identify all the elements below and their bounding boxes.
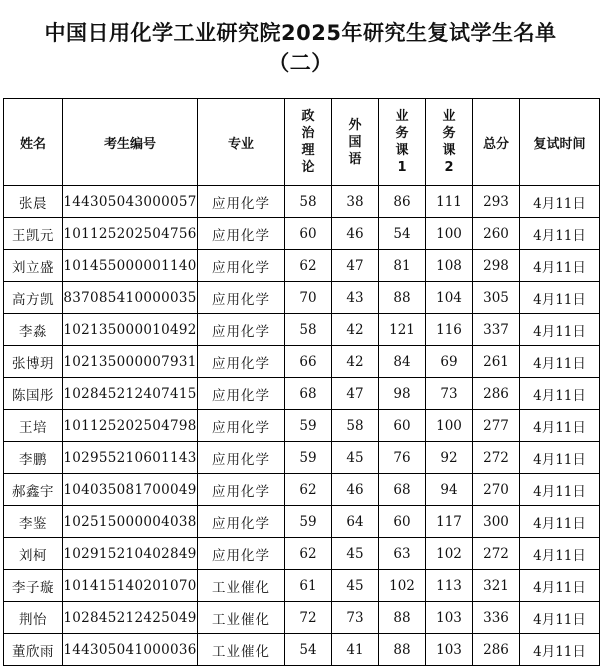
cell-major: 应用化学 [198, 250, 285, 282]
cell-date: 4月11日 [520, 346, 600, 378]
cell-total: 293 [473, 186, 520, 218]
cell-politics: 58 [285, 314, 332, 346]
cell-course2: 100 [426, 410, 473, 442]
cell-course1: 88 [379, 602, 426, 634]
cell-major: 工业催化 [198, 602, 285, 634]
cell-name: 董欣雨 [4, 634, 63, 666]
table-row [4, 186, 600, 218]
student-roster-table [3, 98, 600, 666]
cell-total: 270 [473, 474, 520, 506]
table-row [4, 346, 600, 378]
cell-name: 王培 [4, 410, 63, 442]
cell-politics: 62 [285, 474, 332, 506]
cell-date: 4月11日 [520, 314, 600, 346]
cell-foreign: 38 [332, 186, 379, 218]
cell-id: 101455000001140 [63, 250, 198, 282]
cell-date: 4月11日 [520, 474, 600, 506]
header-name: 姓名 [4, 99, 63, 186]
cell-course2: 92 [426, 442, 473, 474]
cell-course1: 60 [379, 506, 426, 538]
cell-date: 4月11日 [520, 186, 600, 218]
cell-id: 837085410000035 [63, 282, 198, 314]
header-row [4, 99, 600, 186]
cell-course1: 88 [379, 282, 426, 314]
cell-course2: 103 [426, 634, 473, 666]
cell-name: 郝鑫宇 [4, 474, 63, 506]
cell-name: 张博玥 [4, 346, 63, 378]
cell-foreign: 43 [332, 282, 379, 314]
cell-foreign: 45 [332, 538, 379, 570]
cell-politics: 59 [285, 410, 332, 442]
cell-id: 104035081700049 [63, 474, 198, 506]
cell-course2: 111 [426, 186, 473, 218]
table-row [4, 602, 600, 634]
header-major: 专业 [198, 99, 285, 186]
table-row [4, 506, 600, 538]
cell-id: 102955210601143 [63, 442, 198, 474]
table-row [4, 250, 600, 282]
cell-name: 李淼 [4, 314, 63, 346]
header-total: 总分 [473, 99, 520, 186]
cell-politics: 62 [285, 538, 332, 570]
cell-foreign: 45 [332, 570, 379, 602]
cell-total: 261 [473, 346, 520, 378]
cell-name: 刘柯 [4, 538, 63, 570]
cell-id: 102135000007931 [63, 346, 198, 378]
cell-id: 102845212407415 [63, 378, 198, 410]
cell-course1: 76 [379, 442, 426, 474]
cell-foreign: 46 [332, 218, 379, 250]
cell-id: 101125202504756 [63, 218, 198, 250]
cell-course2: 94 [426, 474, 473, 506]
cell-major: 应用化学 [198, 410, 285, 442]
cell-name: 高方凯 [4, 282, 63, 314]
cell-politics: 70 [285, 282, 332, 314]
cell-total: 321 [473, 570, 520, 602]
table-row [4, 218, 600, 250]
cell-total: 286 [473, 634, 520, 666]
cell-total: 337 [473, 314, 520, 346]
cell-date: 4月11日 [520, 282, 600, 314]
cell-major: 工业催化 [198, 570, 285, 602]
cell-course1: 81 [379, 250, 426, 282]
table-row [4, 410, 600, 442]
cell-date: 4月11日 [520, 634, 600, 666]
title-line-2: （二） [268, 51, 333, 75]
cell-course1: 121 [379, 314, 426, 346]
title-line-1: 中国日用化学工业研究院2025年研究生复试学生名单 [44, 21, 557, 45]
cell-course1: 98 [379, 378, 426, 410]
cell-major: 应用化学 [198, 186, 285, 218]
cell-id: 102515000004038 [63, 506, 198, 538]
cell-foreign: 64 [332, 506, 379, 538]
cell-id: 144305043000057 [63, 186, 198, 218]
cell-total: 272 [473, 538, 520, 570]
cell-major: 应用化学 [198, 282, 285, 314]
cell-date: 4月11日 [520, 442, 600, 474]
cell-foreign: 47 [332, 250, 379, 282]
table-row [4, 314, 600, 346]
cell-course1: 84 [379, 346, 426, 378]
cell-course2: 102 [426, 538, 473, 570]
header-course2 [426, 99, 473, 186]
header-course1 [379, 99, 426, 186]
cell-date: 4月11日 [520, 410, 600, 442]
cell-major: 应用化学 [198, 474, 285, 506]
cell-total: 286 [473, 378, 520, 410]
cell-total: 277 [473, 410, 520, 442]
cell-name: 李鉴 [4, 506, 63, 538]
cell-id: 144305041000036 [63, 634, 198, 666]
cell-foreign: 58 [332, 410, 379, 442]
cell-foreign: 41 [332, 634, 379, 666]
cell-course1: 63 [379, 538, 426, 570]
cell-politics: 61 [285, 570, 332, 602]
cell-course2: 100 [426, 218, 473, 250]
cell-politics: 54 [285, 634, 332, 666]
cell-course2: 108 [426, 250, 473, 282]
cell-total: 260 [473, 218, 520, 250]
header-id: 考生编号 [63, 99, 198, 186]
cell-foreign: 46 [332, 474, 379, 506]
cell-name: 王凯元 [4, 218, 63, 250]
cell-course1: 60 [379, 410, 426, 442]
cell-name: 李子璇 [4, 570, 63, 602]
cell-foreign: 47 [332, 378, 379, 410]
cell-total: 336 [473, 602, 520, 634]
cell-course1: 54 [379, 218, 426, 250]
cell-course2: 117 [426, 506, 473, 538]
cell-date: 4月11日 [520, 570, 600, 602]
header-course2-text: 业务课2 [442, 109, 456, 175]
table-row [4, 634, 600, 666]
cell-course1: 88 [379, 634, 426, 666]
header-politics [285, 99, 332, 186]
cell-course2: 116 [426, 314, 473, 346]
cell-politics: 59 [285, 506, 332, 538]
cell-major: 工业催化 [198, 634, 285, 666]
table-row [4, 378, 600, 410]
cell-total: 272 [473, 442, 520, 474]
table-row [4, 474, 600, 506]
cell-course1: 68 [379, 474, 426, 506]
cell-foreign: 42 [332, 314, 379, 346]
cell-date: 4月11日 [520, 378, 600, 410]
cell-major: 应用化学 [198, 346, 285, 378]
cell-politics: 68 [285, 378, 332, 410]
document-title [0, 18, 601, 78]
cell-major: 应用化学 [198, 314, 285, 346]
cell-date: 4月11日 [520, 250, 600, 282]
cell-id: 101125202504798 [63, 410, 198, 442]
cell-total: 300 [473, 506, 520, 538]
header-course1-text: 业务课1 [395, 109, 409, 175]
table-row [4, 570, 600, 602]
cell-name: 张晨 [4, 186, 63, 218]
cell-name: 荆怡 [4, 602, 63, 634]
cell-total: 298 [473, 250, 520, 282]
cell-total: 305 [473, 282, 520, 314]
cell-politics: 66 [285, 346, 332, 378]
cell-politics: 59 [285, 442, 332, 474]
cell-id: 102845212425049 [63, 602, 198, 634]
header-date: 复试时间 [520, 99, 600, 186]
cell-major: 应用化学 [198, 218, 285, 250]
header-foreign [332, 99, 379, 186]
table-row [4, 282, 600, 314]
cell-foreign: 73 [332, 602, 379, 634]
cell-major: 应用化学 [198, 378, 285, 410]
header-foreign-text: 外国语 [348, 117, 362, 167]
table-row [4, 538, 600, 570]
header-politics-text: 政治理论 [301, 109, 315, 175]
table-row [4, 442, 600, 474]
cell-course2: 104 [426, 282, 473, 314]
cell-name: 刘立盛 [4, 250, 63, 282]
cell-politics: 58 [285, 186, 332, 218]
cell-course2: 103 [426, 602, 473, 634]
cell-politics: 60 [285, 218, 332, 250]
cell-foreign: 42 [332, 346, 379, 378]
cell-major: 应用化学 [198, 506, 285, 538]
cell-id: 101415140201070 [63, 570, 198, 602]
cell-politics: 62 [285, 250, 332, 282]
cell-major: 应用化学 [198, 442, 285, 474]
cell-course2: 113 [426, 570, 473, 602]
cell-course1: 102 [379, 570, 426, 602]
cell-course1: 86 [379, 186, 426, 218]
cell-course2: 69 [426, 346, 473, 378]
cell-foreign: 45 [332, 442, 379, 474]
cell-name: 李鹏 [4, 442, 63, 474]
cell-politics: 72 [285, 602, 332, 634]
cell-course2: 73 [426, 378, 473, 410]
cell-name: 陈国彤 [4, 378, 63, 410]
cell-date: 4月11日 [520, 506, 600, 538]
cell-date: 4月11日 [520, 218, 600, 250]
cell-id: 102915210402849 [63, 538, 198, 570]
cell-date: 4月11日 [520, 538, 600, 570]
cell-major: 应用化学 [198, 538, 285, 570]
cell-date: 4月11日 [520, 602, 600, 634]
cell-id: 102135000010492 [63, 314, 198, 346]
